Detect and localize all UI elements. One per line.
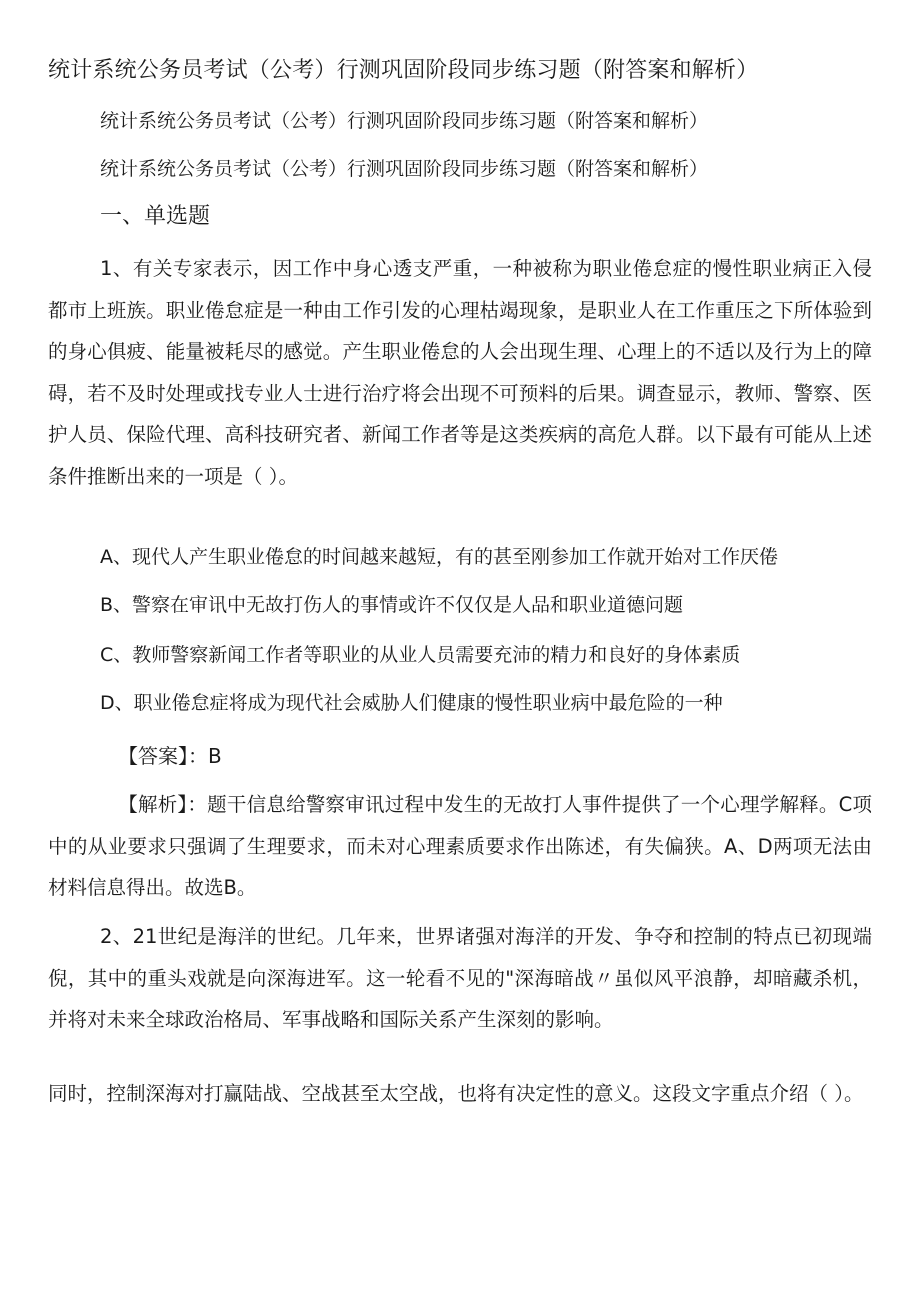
question-1-option-c: C、教师警察新闻工作者等职业的从业人员需要充沛的精力和良好的身体素质 <box>100 644 741 666</box>
document-title: 统计系统公务员考试（公考）行测巩固阶段同步练习题（附答案和解析） <box>48 58 759 83</box>
question-1-option-b: B、警察在审讯中无故打伤人的事情或许不仅仅是人品和职业道德问题 <box>100 594 684 616</box>
document-subtitle-2: 统计系统公务员考试（公考）行测巩固阶段同步练习题（附答案和解析） <box>100 158 709 180</box>
section-heading: 一、单选题 <box>100 204 211 229</box>
document-subtitle-1: 统计系统公务员考试（公考）行测巩固阶段同步练习题（附答案和解析） <box>100 110 709 132</box>
question-1-stem: 1、有关专家表示，因工作中身心透支严重，一种被称为职业倦怠症的慢性职业病正入侵都市上班族。职业倦怠症是一种由工作引发的心理枯竭现象，是职业人在工作重压之下所体验到的身心俱疲、能量被耗尽的感觉。产生职业倦怠的人会出现生理、心理上的不适以及行为上的障碍，若不及时处理或找专业人士进行治疗将会出现不可预料的后果。调查显示，教师、警察、医护人员、保险代理、高科技研究者、新闻工作者等是这类疾病的高危人群。以下最有可能从上述条件推断出来的一项是（ ）。 <box>48 257 872 488</box>
question-1-option-d: D、职业倦怠症将成为现代社会威胁人们健康的慢性职业病中最危险的一种 <box>100 692 723 714</box>
question-1-analysis-block <box>48 784 872 909</box>
question-2-block <box>48 916 872 1041</box>
question-1-analysis: 【解析】：题干信息给警察审讯过程中发生的无故打人事件提供了一个心理学解释。C项中的从业要求只强调了生理要求，而未对心理素质要求作出陈述，有失偏狭。A、D两项无法由材料信息得出。故选B。 <box>48 793 872 899</box>
question-1-answer: 【答案】：B <box>118 744 222 768</box>
question-2-stem: 2、21世纪是海洋的世纪。几年来，世界诸强对海洋的开发、争夺和控制的特点已初现端倪，其中的重头戏就是向深海进军。这一轮看不见的"深海暗战〃虽似风平浪静，却暗藏杀机，并将对未来全球政治格局、军事战略和国际关系产生深刻的影响。 <box>48 925 872 1031</box>
question-1-option-a: A、现代人产生职业倦怠的时间越来越短，有的甚至刚参加工作就开始对工作厌倦 <box>100 546 778 568</box>
question-1-block <box>48 248 872 497</box>
question-2-continuation: 同时，控制深海对打赢陆战、空战甚至太空战，也将有决定性的意义。这段文字重点介绍（ ）。 <box>48 1082 864 1105</box>
